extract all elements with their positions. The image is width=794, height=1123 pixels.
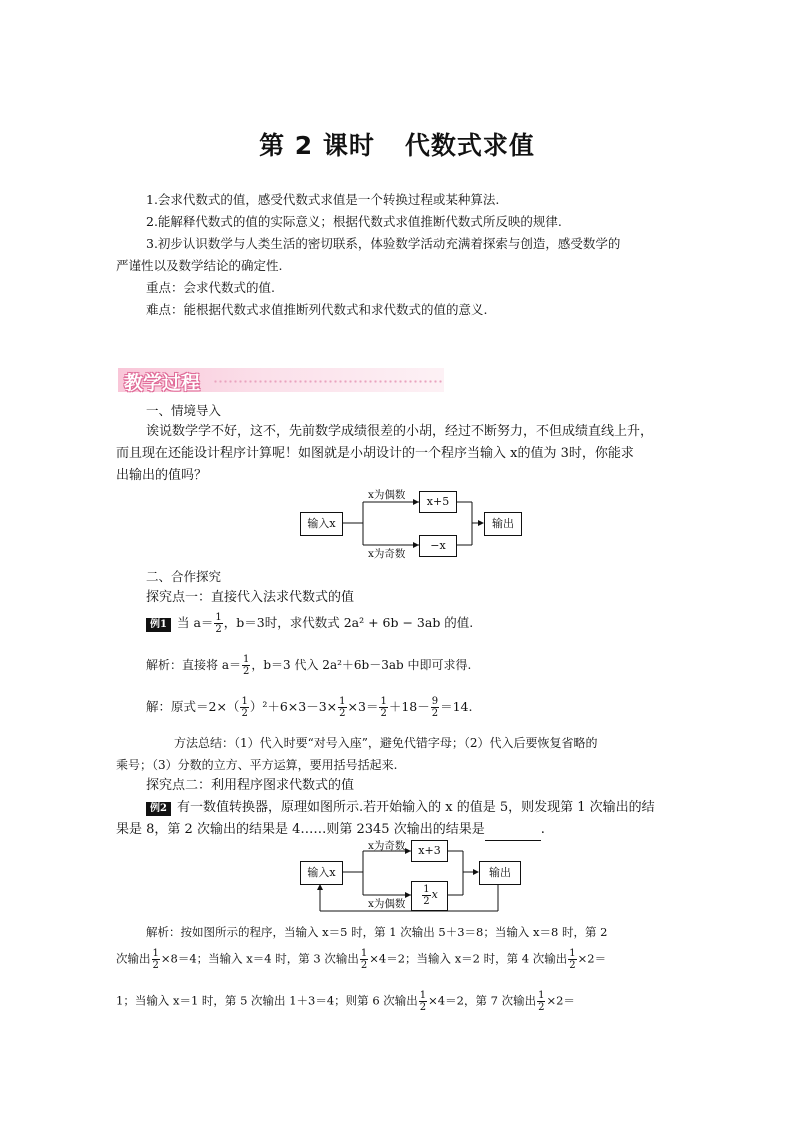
section-banner bbox=[118, 368, 444, 392]
fraction-half: $\frac{1}{2}$ bbox=[538, 990, 545, 1013]
flow1-input-box: 输入x bbox=[300, 512, 343, 536]
fraction-half: $\frac{1}{2}$ bbox=[360, 948, 368, 971]
flowchart-2 bbox=[300, 838, 530, 918]
fraction-half: $\frac{1}{2}$ bbox=[215, 612, 222, 635]
flow2-input-box: 输入x bbox=[300, 861, 343, 885]
example-1-solution: 解：原式＝2×（ $\frac{1}{2}$ ）²＋6×3－3× $\frac{1}{2}$ ×3＝ $\frac{1}{2}$ ＋18－ $\frac{9}{2}$ ＝14. bbox=[146, 696, 473, 719]
banner-dots bbox=[213, 379, 444, 383]
page-title: 第 2 课时 代数式求值 bbox=[259, 131, 535, 160]
part1-heading: 一、情境导入 bbox=[146, 403, 222, 418]
flow2-bottom-label: x为偶数 bbox=[368, 898, 406, 910]
section-banner-text: 教学过程 bbox=[124, 372, 201, 394]
part1-line-2: 而且现在还能设计程序计算呢！如图就是小胡设计的一个程序当输入 x的值为 3时，你能求 bbox=[116, 446, 634, 461]
flowchart-1 bbox=[300, 484, 530, 560]
objective-1: 1.会求代数式的值，感受代数式求值是一个转换过程或某种算法. bbox=[146, 192, 500, 207]
flow1-output-box: 输出 bbox=[484, 512, 522, 536]
example-2-badge: 例2 bbox=[146, 802, 171, 816]
flow1-bottom-label: x为奇数 bbox=[368, 548, 406, 560]
objective-3: 3.初步认识数学与人类生活的密切联系，体验数学活动充满着探索与创造，感受数学的 bbox=[146, 236, 621, 251]
fraction-half: $\frac{1}{2}$ bbox=[242, 654, 250, 677]
flow2-top-box: x+3 bbox=[411, 840, 448, 862]
part1-line-1: 诶说数学学不好，这不，先前数学成绩很差的小胡，经过不断努力，不但成绩直线上升， bbox=[146, 424, 654, 439]
example-2-line-1: 例2 有一数值转换器，原理如图所示.若开始输入的 x 的值是 5，则发现第 1 次输出的结 bbox=[146, 797, 655, 819]
point2-heading: 探究点二：利用程序图求代数式的值 bbox=[146, 778, 355, 793]
example-1 bbox=[146, 612, 473, 635]
example-1-badge: 例1 bbox=[146, 618, 171, 632]
flow2-top-label: x为奇数 bbox=[368, 840, 406, 852]
part1-line-3: 出输出的值吗？ bbox=[116, 468, 208, 483]
fraction-half: $\frac{1}{2}$ bbox=[569, 948, 576, 971]
objective-2: 2.能解释代数式的值的实际意义；根据代数式求值推断代数式所反映的规律. bbox=[146, 214, 562, 229]
flow2-output-box: 输出 bbox=[479, 861, 521, 885]
analysis-2-line-2: 次输出 $\frac{1}{2}$ ×8＝4；当输入 x＝4 时，第 3 次输出 $\frac{1}{2}$ ×4＝2；当输入 x＝2 时，第 4 次输出 $\frac{1}{2}$ ×2＝ bbox=[116, 948, 607, 971]
point1-heading: 探究点一：直接代入法求代数式的值 bbox=[146, 590, 355, 605]
flow1-bottom-box: −x bbox=[419, 535, 457, 557]
ex1-post: ，b＝3时，求代数式 2a² + 6b − 3ab 的值. bbox=[223, 615, 474, 630]
difficult-point: 难点：能根据代数式求值推断列代数式和求代数式的值的意义. bbox=[146, 302, 488, 317]
objective-3-cont: 严谨性以及数学结论的确定性. bbox=[116, 258, 283, 273]
method-summary-1: 方法总结：（1）代入时要“对号入座”，避免代错字母；（2）代入后要恢复省略的 bbox=[174, 736, 598, 750]
key-point: 重点：会求代数式的值. bbox=[146, 280, 275, 295]
example-2-line-2: 果是 8，第 2 次输出的结果是 4……则第 2345 次输出的结果是 . bbox=[116, 819, 545, 841]
analysis-2-line-3: 1；当输入 x＝1 时，第 5 次输出 1＋3＝4；则第 6 次输出 $\frac{1}{2}$ ×4＝2，第 7 次输出 $\frac{1}{2}$ ×2＝ bbox=[116, 990, 575, 1013]
fraction-half: $\frac{1}{2}$ bbox=[419, 990, 427, 1013]
example-1-analysis: 解析：直接将 a＝ $\frac{1}{2}$ ，b＝3 代入 2a²＋6b－3ab 中即可求得. bbox=[146, 654, 472, 677]
part2-heading: 二、合作探究 bbox=[146, 569, 222, 584]
flow1-top-box: x+5 bbox=[419, 491, 457, 513]
flow2-bottom-box: $\frac{1}{2}$ x bbox=[411, 881, 448, 911]
fraction-half: $\frac{1}{2}$ bbox=[152, 948, 159, 971]
method-summary-2: 乘号；（3）分数的立方、平方运算，要用括号括起来. bbox=[116, 758, 398, 772]
fraction-half: $\frac{1}{2}$ bbox=[339, 696, 346, 719]
flow1-top-label: x为偶数 bbox=[368, 489, 406, 501]
fraction-nine-halves: $\frac{9}{2}$ bbox=[431, 696, 439, 719]
ex1-pre: 当 a＝ bbox=[176, 615, 214, 630]
fraction-half: $\frac{1}{2}$ bbox=[423, 884, 430, 907]
fraction-half: $\frac{1}{2}$ bbox=[380, 696, 387, 719]
analysis-2-line-1: 解析：按如图所示的程序，当输入 x＝5 时，第 1 次输出 5＋3＝8；当输入 x＝8 时，第 2 bbox=[146, 925, 608, 939]
fraction-half: $\frac{1}{2}$ bbox=[241, 696, 248, 719]
